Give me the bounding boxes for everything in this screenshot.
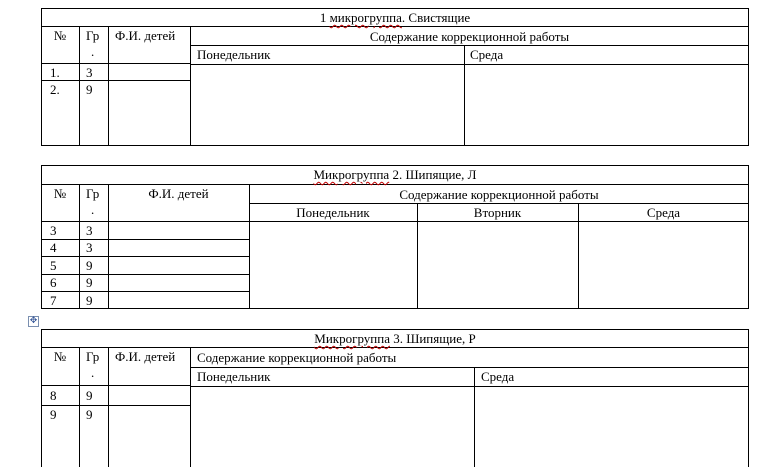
title-word: Микрогруппа <box>313 167 390 182</box>
header-content: Содержание коррекционной работы <box>399 187 599 202</box>
row-number: 2. <box>50 82 60 97</box>
header-number: № <box>53 28 67 43</box>
title-rest: . Свистящие <box>401 10 471 25</box>
header-day: Вторник <box>473 205 522 220</box>
header-day: Среда <box>646 205 681 220</box>
row-group: 9 <box>86 258 93 273</box>
table-title <box>41 9 749 26</box>
row-number: 6 <box>50 275 57 290</box>
header-group: Гр <box>86 186 100 201</box>
table-title <box>41 330 749 347</box>
header-day: Понедельник <box>197 47 271 62</box>
header-day: Понедельник <box>296 205 370 220</box>
row-group: 9 <box>86 407 93 422</box>
title-rest: 3. Шипящие, Р <box>389 331 476 346</box>
row-group: 3 <box>86 223 93 238</box>
row-number: 5 <box>50 258 57 273</box>
header-number: № <box>53 186 67 201</box>
header-day: Среда <box>470 47 504 62</box>
title-word: микрогруппа <box>329 10 402 25</box>
table-title <box>41 166 749 183</box>
row-group: 3 <box>86 240 93 255</box>
header-group-dot: . <box>91 202 95 217</box>
row-group: 9 <box>86 82 93 97</box>
table-move-handle-icon[interactable]: ✥ <box>29 316 38 326</box>
header-group: Гр <box>86 349 100 364</box>
row-number: 3 <box>50 223 57 238</box>
header-names: Ф.И. детей <box>148 186 209 201</box>
row-number: 1. <box>50 65 60 80</box>
header-names: Ф.И. детей <box>115 349 176 364</box>
row-number: 7 <box>50 293 57 308</box>
header-group: Гр <box>86 28 100 43</box>
title-word: Микрогруппа <box>314 331 390 346</box>
header-content: Содержание коррекционной работы <box>197 350 397 365</box>
header-group-dot: . <box>91 365 95 380</box>
header-number: № <box>53 349 67 364</box>
row-number: 4 <box>50 240 57 255</box>
header-content: Содержание коррекционной работы <box>369 29 570 44</box>
header-group-dot: . <box>91 44 95 59</box>
row-number: 8 <box>50 388 57 403</box>
header-day: Понедельник <box>197 369 271 384</box>
title-rest: 2. Шипящие, Л <box>389 167 477 182</box>
row-group: 9 <box>86 293 93 308</box>
row-group: 9 <box>86 388 93 403</box>
header-day: Среда <box>481 369 515 384</box>
row-number: 9 <box>50 407 57 422</box>
header-names: Ф.И. детей <box>115 28 176 43</box>
title-number: 1 <box>319 10 327 25</box>
row-group: 3 <box>86 65 93 80</box>
row-group: 9 <box>86 275 93 290</box>
